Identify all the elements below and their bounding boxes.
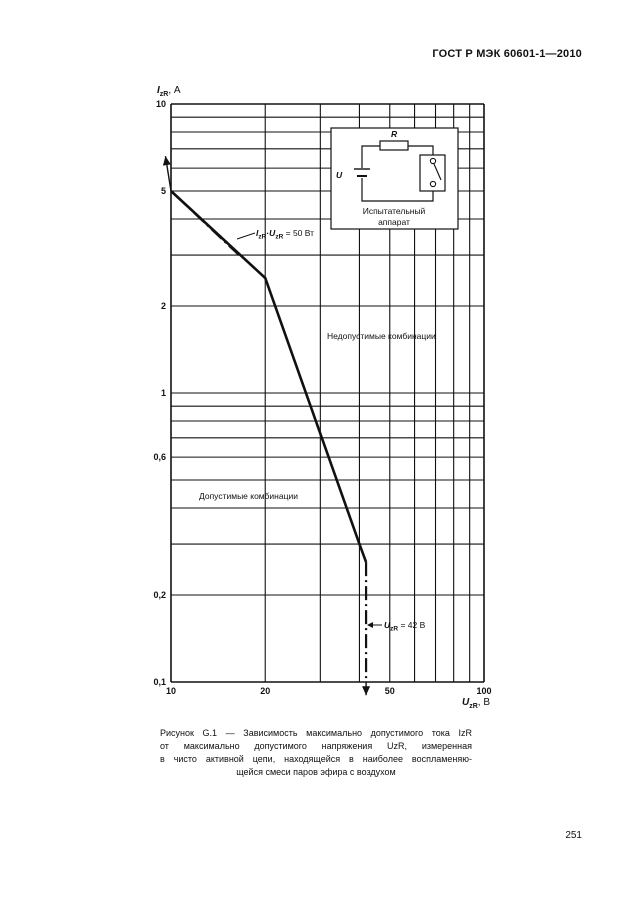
limit-curve — [171, 191, 366, 562]
resistor-label: R — [391, 129, 398, 139]
test-circuit-inset — [331, 128, 458, 229]
voltage-source-label: U — [336, 170, 343, 180]
inset-caption-line1: Испытательный — [362, 206, 426, 216]
switch-contact-top — [430, 158, 435, 163]
x-tick-label: 100 — [476, 686, 492, 696]
page-header: ГОСТ Р МЭК 60601-1—2010 — [432, 48, 582, 60]
chart-annotations — [199, 228, 436, 633]
x-axis-label: $U_{zR}$, В — [462, 697, 491, 710]
inset-caption-line2: аппарат — [378, 217, 410, 227]
voltage-annotation: $U_{zR} = 42$ В — [384, 620, 426, 633]
page-number: 251 — [565, 830, 582, 841]
power-annotation: $I_{zR}\cdot U_{zR} = 50$ Вт — [256, 228, 315, 241]
acceptable-region-label: Допустимые комбинации — [199, 491, 298, 501]
y-tick-label: 0,2 — [153, 590, 166, 601]
caption-line: Рисунок G.1 — Зависимость максимально допустимого тока IzR — [160, 728, 472, 738]
y-tick-label: 0,1 — [153, 677, 166, 687]
y-axis-label: $I_{zR}$, А — [157, 85, 181, 98]
x-tick-label: 10 — [165, 686, 177, 696]
y-tick-label: 2 — [160, 301, 166, 312]
resistor-symbol — [380, 141, 408, 150]
extension-arrowhead — [163, 156, 171, 166]
extension-arrowhead — [362, 686, 370, 695]
figure-caption — [160, 727, 472, 779]
caption-line: щейся смеси паров эфира с воздухом — [236, 767, 396, 777]
caption-line: в чисто активной цепи, находящейся в наиболее воспламеняю- — [160, 754, 472, 764]
chart-series — [171, 191, 366, 562]
unacceptable-region-label: Недопустимые комбинации — [327, 331, 436, 341]
power-annotation-pointer — [237, 233, 255, 239]
voltage-annotation-arrowhead — [367, 622, 373, 628]
x-tick-label: 50 — [384, 686, 395, 696]
x-tick-label: 20 — [260, 686, 271, 696]
y-tick-label: 5 — [160, 185, 166, 196]
switch-contact-bottom — [430, 181, 435, 186]
y-tick-label: 10 — [155, 99, 166, 109]
caption-line: от максимально допустимого напряжения UzR, измеренная — [160, 741, 472, 751]
y-tick-label: 1 — [160, 388, 166, 398]
y-tick-label: 0,6 — [153, 452, 166, 463]
